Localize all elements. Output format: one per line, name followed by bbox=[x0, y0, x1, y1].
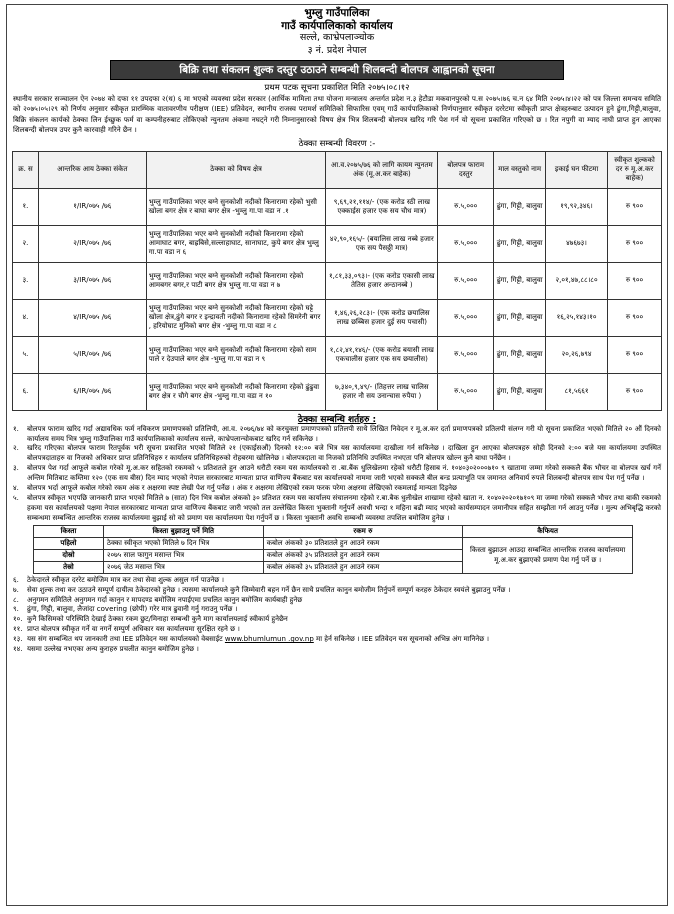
code-cell: १/IR/०७५ /७६ bbox=[38, 188, 146, 225]
serial-cell: ५. bbox=[13, 336, 39, 373]
term-text: प्राप्त बोलपत्र स्वीकृत गर्ने वा नगर्ने सम्पुर्ण अधिकार यस कार्यालयमा सुरक्षित रहने छ । bbox=[27, 625, 240, 634]
term-number: ९. bbox=[13, 605, 19, 614]
rate-cell: रु ९०० bbox=[608, 336, 662, 373]
term-text: कुनै किसिमको परिस्थिति देखाई ठेक्का रकम छुट/मिनाहा सम्बन्धी कुनै माग कार्यालयलाई स्वीकार्य हुनेछैन bbox=[27, 615, 288, 624]
term-text: बोलपत्र स्वीकृत भएपछि जानकारी प्राप्त भएको मितिले ७ (सात) दिन भित्र कबोल अंकको ३० प्रतिशत रकम यस कार्यालय संचालनमा रहेको र.बा.बैक धुलीखेल शाखामा रहेको खाता न. १०४०२०२०१७१०९ मा जम्मा गरेको सक्कलै भौचर तथा बाकी रकमको हकमा यस कार्यालयको पक्षमा नेपाल सरकारबाट मान्यता प्राप्त वाणिज्य बैंकबाट जारी भएको तल उल्लेखित किस्ता भुक्तानी गर्नुपर्ने अवधी भन्दा १ महिना बढी म्याद भएको कार्यसम्पादन जमानीपत्र सहित सम्झौता गर्न आउनु पर्नेछ । मुल्य अभिबृद्धि करको सम्बन्धमा सम्बन्धित आन्तरिक राजस्व कार्यालयमा बुझाई सो को प्रमाण यस कार्यालयमा पेश गर्नुपर्ने छ । किस्ता भुक्तानी अवधि सम्बन्धी व्यवस्था तपशिल बमोजिम हुनेछ । bbox=[27, 493, 661, 522]
column-header: स्वीकृत शुल्कको दर रु मू.अ.कर बाहेक) bbox=[608, 151, 662, 188]
column-header: कैफियत bbox=[463, 525, 633, 537]
term-number: ७. bbox=[13, 585, 19, 594]
table-row bbox=[13, 299, 662, 336]
term-number: १०. bbox=[13, 615, 23, 624]
unit-cell: १९,९२,३४६। bbox=[546, 188, 608, 225]
column-header: आन्तरिक आय ठेक्का संकेत bbox=[38, 151, 146, 188]
contract-table bbox=[12, 151, 662, 411]
minimum-amount-cell: ७,३४०,९,४९/- (तिहत्तर लाख चालिस हजार नौ सय उनान्चास रुपैया ) bbox=[326, 373, 438, 410]
terms-list bbox=[7, 425, 667, 655]
term-item bbox=[13, 444, 661, 464]
term-item bbox=[13, 576, 661, 586]
serial-cell: ६. bbox=[13, 373, 39, 410]
unit-cell: ८१,५६६१ bbox=[546, 373, 608, 410]
installment-header-row bbox=[34, 525, 633, 537]
table-row bbox=[13, 373, 662, 410]
table-row bbox=[13, 225, 662, 262]
installment-name: दोस्रो bbox=[34, 549, 104, 561]
form-fee-cell: रु.५,००० bbox=[438, 188, 494, 225]
term-item bbox=[13, 615, 661, 625]
term-number: ३. bbox=[13, 464, 19, 473]
code-cell: ३/IR/०७५ /७६ bbox=[38, 262, 146, 299]
term-item bbox=[13, 464, 661, 484]
form-fee-cell: रु.५,००० bbox=[438, 262, 494, 299]
letterhead bbox=[7, 5, 667, 57]
minimum-amount-cell: १,८२,४१,१४६/- (एक करोड बयासी लाख एकचालीस हजार एक सय छयालीस) bbox=[326, 336, 438, 373]
term-number: ११. bbox=[13, 625, 23, 634]
goods-cell: ढुंगा, गिट्टी, बालुवा bbox=[494, 373, 546, 410]
installment-table bbox=[33, 525, 633, 574]
column-header: क्र. स bbox=[13, 151, 39, 188]
term-number: ५. bbox=[13, 493, 19, 502]
installment-remark: किस्ता बुझाउन आउदा सम्बन्धित आन्तरिक राजस्व कार्यालयमा मू.अ.कर बुझाएको प्रमाण पेश गर्नु पर्ने छ । bbox=[463, 537, 633, 573]
term-number: ६. bbox=[13, 575, 19, 584]
term-item bbox=[13, 586, 661, 596]
column-header: ठेक्का को विषय क्षेत्र bbox=[146, 151, 326, 188]
goods-cell: ढुंगा, गिट्टी, बालुवा bbox=[494, 336, 546, 373]
form-fee-cell: रु.५,००० bbox=[438, 373, 494, 410]
term-text: खरिद गरिएका बोलपत्र फाराम रितपूर्वक भरी सूचना प्रकाशित भएको मितिले २१ (एकाईसऔं) दिनको १२:०० बजे भित्र यस कार्यालयमा दाखीला गर्न सकिनेछ । दाखिला हुन आएका बोलपत्रहरु सोही दिनको २:०० बजे यस कार्यालयमा उपस्थित बोलपत्रदाताहरु वा निजको अधिकार प्राप्त प्रतिनिधिहरु र कार्यालय प्रतिनिधिहरुको रोहबरमा खोलिनेछ । बोलपत्रदाता वा निजको प्रतिनिधि उपस्थित नभएता पनि बोलपत्र खोल्न कुनै बाधा पर्नेछैन । bbox=[27, 444, 661, 463]
notice-page bbox=[6, 4, 668, 906]
notice-title: बिक्रि तथा संकलन शुल्क दस्तुर उठाउने सम्बन्धी शिलबन्दी बोलपत्र आह्वानको सूचना bbox=[110, 60, 564, 80]
unit-cell: १६,२५,१४३।१० bbox=[546, 299, 608, 336]
term-text: ठेकेदारले स्वीकृत दररेट बमोजिम मात्र कर तथा सेवा शुल्क असुल गर्न पाउनेछ । bbox=[27, 575, 225, 584]
term-item bbox=[13, 605, 661, 615]
rate-cell: रु ९०० bbox=[608, 262, 662, 299]
term-text: ढुंगा, गिट्टी, बालुवा, लैजांदा covering (छोपी) गरेर मात्र ढुवानी गर्नु गराउनु पर्नेछ । bbox=[27, 605, 238, 614]
area-cell: भुम्लु गाउँपालिका भएर बग्ने सुनकोशी नदीको किनारामा रहेको साम पाले र देउपाले बगर क्षेत्र -भुम्लु गा.पा वडा न ९ bbox=[146, 336, 326, 373]
table-row bbox=[13, 336, 662, 373]
serial-cell: २. bbox=[13, 225, 39, 262]
unit-cell: २०,२६,७९४ bbox=[546, 336, 608, 373]
term-item bbox=[13, 635, 661, 645]
installment-date: ठेक्का स्वीकृत भएको मितिले ७ दिन भित्र bbox=[103, 537, 263, 549]
term-item bbox=[13, 484, 661, 494]
goods-cell: ढुंगा, गिट्टी, बालुवा bbox=[494, 299, 546, 336]
goods-cell: ढुंगा, गिट्टी, बालुवा bbox=[494, 262, 546, 299]
column-header: इकाई घन फीटमा bbox=[546, 151, 608, 188]
code-cell: ६/IR/०७५ /७६ bbox=[38, 373, 146, 410]
column-header: बोलपत्र फाराम दस्तुर bbox=[438, 151, 494, 188]
serial-cell: १. bbox=[13, 188, 39, 225]
website-link[interactable]: www.bhumlumun .gov.np bbox=[224, 635, 314, 644]
goods-cell: ढुंगा, गिट्टी, बालुवा bbox=[494, 225, 546, 262]
table-row bbox=[13, 262, 662, 299]
term-item bbox=[13, 596, 661, 606]
rate-cell: रु ९०० bbox=[608, 373, 662, 410]
minimum-amount-cell: १,४६,२६,२८३।- (एक करोड छयालिस लाख छब्बिस हजार दुई सय पचासी) bbox=[326, 299, 438, 336]
minimum-amount-cell: ९,६९,२१,११४/- (एक करोड स्ठी लाख एक्काईस हजार एक सय चौध मात्र) bbox=[326, 188, 438, 225]
rate-cell: रु ९०० bbox=[608, 225, 662, 262]
publish-date: प्रथम पटक सूचना प्रकाशित मिति २०७५।०८।१२ bbox=[264, 83, 410, 93]
installment-amount: कबोल अंकको ३० प्रतिशतले हुन आउने रकम bbox=[263, 537, 463, 549]
term-text: बोलपत्र पेश गर्दा आफूले कबोल गरेको मू.अ.कर सहितको रकमको ५ प्रतिशतले हुन आउने धरौटी रकम यस कार्यालयको रा .बा.बैंक धुलिखेलमा रहेको धरौटी हिसाब नं. १०४०३०२०००७१० ९ खातामा जम्मा गरेको सक्कलै बैंक भौचर वा बोलपत्र खर्च गर्ने अन्तिम मितिबाट कम्तिमा १२० (एक सय बीस) दिन म्याद भएको नेपाल सरकारबाट मान्यता प्राप्त वाणिज्य बैंकबाट यस कार्यालयको नाममा जारी भएको सक्कलै बील बन्ड प्रत्याभूति पत्र जमानत अनिवार्य रुपले शिलबन्दी बोलपत्र साथ पेश गर्नु पर्नेछ । bbox=[27, 464, 661, 483]
form-fee-cell: रु.५,००० bbox=[438, 225, 494, 262]
term-number: १. bbox=[13, 424, 19, 433]
minimum-amount-cell: ४२,९०,१६५/- (बयालिस लाख नब्बे हजार एक सय पैसठ्ठी मात्र) bbox=[326, 225, 438, 262]
installment-amount: कबोल अंकको ३५ प्रतिशतले हुन आउने रकम bbox=[263, 549, 463, 561]
installment-date: २०७६ जेठ मसान्त भित्र bbox=[103, 561, 263, 573]
code-cell: २/IR/०७५ /७६ bbox=[38, 225, 146, 262]
column-header: रकम रु bbox=[263, 525, 463, 537]
table-row bbox=[13, 188, 662, 225]
unit-cell: ४७६७३। bbox=[546, 225, 608, 262]
area-cell: भुम्लु गाउँपालिका भएर बग्ने सुनकोशी नदीको किनारामा रहेको भुसी खोला बगर क्षेत्र र बाघा बगर क्षेत्र -भुम्लु गा.पा वडा न .१ bbox=[146, 188, 326, 225]
installment-name: पहिलो bbox=[34, 537, 104, 549]
code-cell: ५/IR/०७५ /७६ bbox=[38, 336, 146, 373]
area-cell: भुम्लु गाउँपालिका भएर बग्ने सुनकोशी नदीको किनारामा रहेको आमबगर बगर,र पाटी बगर क्षेत्र भुम्लु गा.पा वडा न ७ bbox=[146, 262, 326, 299]
table-caption: ठेक्का सम्बन्धी विवरण :- bbox=[298, 138, 376, 149]
installment-date: २०७५ साल फागुन मसान्त भित्र bbox=[103, 549, 263, 561]
term-text: बोलपत्र फाराम खरिद गर्दा अद्यावधिक फर्म नविकरण प्रमाणपत्रको प्रतिलिपी, आ.व. २०७६/७४ को करचुक्ता प्रमाणपत्रको प्रतिलपी साथै लिखित निवेदन र मू.अ.कर दर्ता प्रमाणपत्रको प्रतिलपी संलग्न गरी यो सूचना प्रकाशित भएको मितिले २० औं दिनको कार्यालय समय भित्र भुम्लु गाउँपालिका गाउँ कार्यपालिकाको कार्यालय सल्ले, काभ्रेपलान्चोकबाट खरिद गर्न सकिनेछ । bbox=[27, 424, 661, 443]
area-cell: भुम्लु गाउँपालिका भएर बग्ने सुनकोशी नदीको किनारामा रहेको आमाघाट बगर, बाह्रबिसे,सल्लाहाघाट, सानाघाट, कुपे बगर क्षेत्र भुम्लु गा.पा वडा न ६ bbox=[146, 225, 326, 262]
column-header: आ.व.२०७५/७६ को लागि कायम न्युनतम अंक (मू.अ.कर बाहेक) bbox=[326, 151, 438, 188]
term-number: ८. bbox=[13, 595, 19, 604]
office-address: सल्ले, काभ्रेपलाञ्चोक bbox=[299, 32, 375, 43]
term-text-part: मा हेर्न सकिनेछ । IEE प्रतिवेदन यस सूचनाको अभिन्न अंग मानिनेछ । bbox=[313, 635, 489, 644]
province-name: ३ नं. प्रदेश नेपाल bbox=[307, 44, 367, 56]
term-text-part: यस संग सम्बन्धित थप जानकारी तथा IEE प्रतिवेदन यस कार्यालयको वेबसाईट bbox=[27, 635, 225, 644]
term-number: २. bbox=[13, 444, 19, 453]
installment-amount: कबोल अंकको ३५ प्रतिशतले हुन आउने रकम bbox=[263, 561, 463, 573]
term-number: १४. bbox=[13, 645, 23, 654]
terms-heading: ठेक्का सम्बन्धि शर्तहरु : bbox=[297, 414, 377, 425]
column-header: किस्ता bbox=[34, 525, 104, 537]
term-number: १३. bbox=[13, 635, 23, 644]
installment-name: तेस्रो bbox=[34, 561, 104, 573]
term-item bbox=[13, 645, 661, 655]
column-header: किस्ता बुझाउनु पर्ने मिति bbox=[103, 525, 263, 537]
rate-cell: रु ९०० bbox=[608, 299, 662, 336]
form-fee-cell: रु.५,००० bbox=[438, 336, 494, 373]
term-item bbox=[13, 425, 661, 445]
goods-cell: ढुंगा, गिट्टी, बालुवा bbox=[494, 188, 546, 225]
intro-paragraph: स्थानीय सरकार सञ्चालन ऐन २०७४ को दफा ११ उपदफा २(ध) ६ मा भएको व्यवस्था प्रदेश सरकार (आर्थिक मामिला तथा योजना मन्त्रालय अन्तर्गत प्रदेश न.३ हेटौडा मकवानपुरको प.स २०७५।७६ च.न ६४ मिति २०७५।४।२२ को पत्र जिल्ला समन्वय समिति को २०७५।०५।२९ को निर्णय अनुसार स्वीकृत प्रारम्भिक वातावरणीय परीक्षण (IEE) प्रतिवेदन, स्थानीय राजस्व परामर्श समितिको सिफारिस एवम् गाउँ कार्यपालिकाको निर्णयानुसार स्वीकृत दररेटमा स्वीकृती प्राप्त क्षेत्रहरुबाट उत्पादन हुने ढुंगा,गिट्टी,बालुवा, बिक्रि संकलन कार्यको ठेक्का लिन ईच्छुक फर्म वा कम्पनीहरुबाट तोकिएको न्युनतम अंकमा नघट्ने गरी निम्नानुसारको विषय क्षेत्र भित्र शिलबन्दी बोलपत्र खरिद गरि पेश गर्न यो सूचना प्रकाशित गरिएको छ । रित नपुगी वा म्याद नाघी प्राप्त हुन आएका शिलबन्दी बोलपत्र उपर कुनै कारवाही गरिने छैन । bbox=[13, 94, 661, 135]
term-text: सेवा शुल्क तथा कर उठाउने सम्पूर्ण दायीत्व ठेकेदारको हुनेछ । त्यसमा कार्यालयले कुनै जिम्मेवारी बहन गर्ने छैन साथै प्रचलित कानुन बमोजीम तिर्नुपर्ने सम्पूर्ण करहरु ठेकेदार स्वयंले बुझाउनु पर्नेछ । bbox=[27, 585, 511, 594]
office-name: गाउँ कार्यपालिकाको कार्यालय bbox=[281, 19, 393, 32]
term-text bbox=[27, 635, 661, 645]
table-header-row bbox=[13, 151, 662, 188]
column-header: माल वस्तुको नाम bbox=[494, 151, 546, 188]
rate-cell: रु ९०० bbox=[608, 188, 662, 225]
term-text: बोलपत्र भर्दा आफूले कबोल गरेको रकम अंक र अक्षरमा स्पष्ट लेखी पेश गर्नु पर्नेछ । अंक र अक्षरमा लेखिएको रकम फरक परेमा अक्षरमा लेखिएको रकमलाई मान्यता दिइनेछ bbox=[27, 484, 457, 493]
term-text: यसमा उल्लेख नभएका अन्य कुराहरु प्रचलीत कानुन बमोजिम हुनेछ । bbox=[27, 645, 199, 654]
municipality-name: भुम्लु गाउँपालिका bbox=[304, 7, 370, 19]
term-number: ४. bbox=[13, 484, 19, 493]
serial-cell: ३. bbox=[13, 262, 39, 299]
serial-cell: ४. bbox=[13, 299, 39, 336]
term-item bbox=[13, 625, 661, 635]
unit-cell: २,०१,४७,८८।८० bbox=[546, 262, 608, 299]
installment-row bbox=[34, 537, 633, 549]
area-cell: भुम्लु गाउँपालिका भएर बग्ने सुनकोशी नदीको किनारामा रहेको ढुंढुवा बगर क्षेत्र र चौगे बगर क्षेत्र -भुम्लु गा.पा वडा न १० bbox=[146, 373, 326, 410]
area-cell: भुम्लु गाउँपालिका भएर बग्ने सुनकोशी नदीको किनारामा रहेको घट्टे खोला क्षेत्र,ढुंगे बगर र इन्द्रावती नदीको किनारामा रहेको सिमरेनी बगर , हरियोघाट मुनिको बगर क्षेत्र -भुम्लु गा.पा वडा न ८ bbox=[146, 299, 326, 336]
minimum-amount-cell: १,८१,३३,०९३।- (एक करोड एकासी लाख तेतिस हजार अन्ठानब्बे ) bbox=[326, 262, 438, 299]
code-cell: ४/IR/०७५ /७६ bbox=[38, 299, 146, 336]
form-fee-cell: रु.५,००० bbox=[438, 299, 494, 336]
term-item bbox=[13, 494, 661, 524]
term-text: अनुगमन समितिले अनुगमन गर्दा कानुन र मापदण्ड बमोजिम नपाईएमा प्रचलित कानुन बमोजिम कार्यबाही हुनेछ bbox=[27, 595, 303, 604]
